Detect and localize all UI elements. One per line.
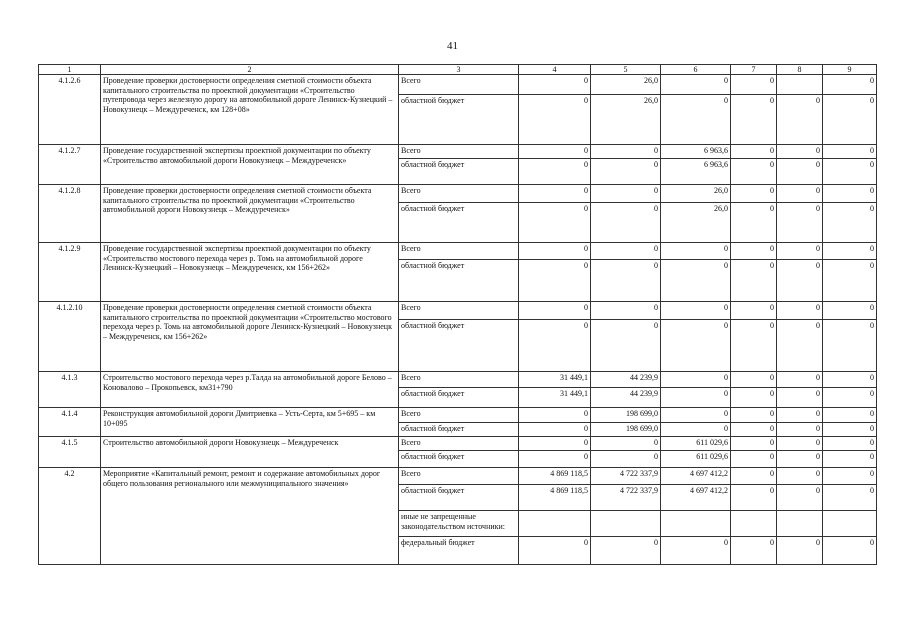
amount-cell: 0: [777, 95, 823, 145]
funding-source: Всего: [399, 468, 519, 485]
column-number: 6: [661, 65, 731, 75]
row-code: 4.1.2.8: [39, 185, 101, 243]
funding-source: Всего: [399, 75, 519, 95]
amount-cell: [823, 511, 877, 537]
amount-cell: 26,0: [661, 185, 731, 203]
table-row: [39, 408, 877, 423]
amount-cell: 0: [661, 75, 731, 95]
amount-cell: 0: [661, 423, 731, 437]
amount-cell: 0: [731, 372, 777, 388]
column-number: 9: [823, 65, 877, 75]
page-number: 41: [447, 40, 458, 52]
table-row: [39, 243, 877, 260]
funding-source: областной бюджет: [399, 159, 519, 185]
amount-cell: 198 699,0: [591, 423, 661, 437]
amount-cell: 0: [591, 145, 661, 159]
amount-cell: 0: [661, 302, 731, 320]
amount-cell: 0: [823, 437, 877, 451]
row-code: 4.1.2.10: [39, 302, 101, 372]
amount-cell: 0: [519, 320, 591, 372]
funding-source: Всего: [399, 185, 519, 203]
amount-cell: 0: [519, 260, 591, 302]
amount-cell: 0: [519, 423, 591, 437]
amount-cell: 611 029,6: [661, 437, 731, 451]
amount-cell: 4 869 118,5: [519, 468, 591, 485]
amount-cell: 0: [777, 159, 823, 185]
funding-source: областной бюджет: [399, 451, 519, 468]
row-description: Мероприятие «Капитальный ремонт, ремонт и содержание автомобильных дорог общего пользования регионального или межмуниципального значения»: [101, 468, 399, 565]
funding-source: Всего: [399, 302, 519, 320]
table-row: [39, 75, 877, 95]
amount-cell: 0: [591, 159, 661, 185]
amount-cell: 0: [591, 302, 661, 320]
row-description: Проведение проверки достоверности определения сметной стоимости объекта капитального строительства по проектной документации «Строительство автомобильной дороги Новокузнецк – Междуреченск»: [101, 185, 399, 243]
column-number-row: [39, 65, 877, 75]
table-row: [39, 372, 877, 388]
amount-cell: 0: [777, 372, 823, 388]
table-row: [39, 468, 877, 485]
amount-cell: 0: [823, 451, 877, 468]
amount-cell: 0: [731, 537, 777, 565]
amount-cell: 0: [519, 95, 591, 145]
amount-cell: 0: [519, 537, 591, 565]
amount-cell: 0: [731, 388, 777, 408]
amount-cell: 0: [777, 302, 823, 320]
amount-cell: 0: [661, 537, 731, 565]
amount-cell: 0: [731, 485, 777, 511]
amount-cell: 0: [777, 485, 823, 511]
amount-cell: 26,0: [591, 95, 661, 145]
funding-source: областной бюджет: [399, 320, 519, 372]
amount-cell: 0: [519, 437, 591, 451]
amount-cell: 0: [777, 537, 823, 565]
amount-cell: 0: [731, 260, 777, 302]
column-number: 7: [731, 65, 777, 75]
amount-cell: 4 697 412,2: [661, 468, 731, 485]
amount-cell: 0: [731, 203, 777, 243]
row-code: 4.1.4: [39, 408, 101, 437]
funding-source: областной бюджет: [399, 388, 519, 408]
amount-cell: 0: [591, 185, 661, 203]
amount-cell: 0: [661, 260, 731, 302]
amount-cell: 0: [777, 408, 823, 423]
amount-cell: [591, 511, 661, 537]
amount-cell: 0: [731, 302, 777, 320]
amount-cell: 0: [591, 243, 661, 260]
row-code: 4.2: [39, 468, 101, 565]
amount-cell: [519, 511, 591, 537]
row-description: Строительство мостового перехода через р.Талда на автомобильной дороге Белово – Коновалово – Прокопьевск, км31+790: [101, 372, 399, 408]
column-number: 3: [399, 65, 519, 75]
amount-cell: 31 449,1: [519, 388, 591, 408]
amount-cell: 0: [823, 485, 877, 511]
amount-cell: 0: [591, 260, 661, 302]
funding-source: областной бюджет: [399, 423, 519, 437]
amount-cell: 0: [519, 145, 591, 159]
amount-cell: 0: [591, 451, 661, 468]
amount-cell: 0: [823, 203, 877, 243]
amount-cell: 0: [823, 159, 877, 185]
amount-cell: 0: [519, 159, 591, 185]
amount-cell: 0: [731, 451, 777, 468]
amount-cell: 0: [777, 203, 823, 243]
amount-cell: 0: [731, 423, 777, 437]
amount-cell: 0: [731, 243, 777, 260]
amount-cell: 26,0: [661, 203, 731, 243]
amount-cell: 0: [823, 95, 877, 145]
amount-cell: 4 722 337,9: [591, 485, 661, 511]
amount-cell: 0: [519, 75, 591, 95]
amount-cell: 0: [823, 408, 877, 423]
column-number: 2: [101, 65, 399, 75]
row-code: 4.1.5: [39, 437, 101, 468]
amount-cell: 0: [519, 185, 591, 203]
amount-cell: 0: [777, 243, 823, 260]
amount-cell: 4 722 337,9: [591, 468, 661, 485]
amount-cell: 0: [823, 388, 877, 408]
funding-source: Всего: [399, 372, 519, 388]
amount-cell: 0: [777, 260, 823, 302]
amount-cell: 0: [823, 468, 877, 485]
funding-source: иные не запрещенные законодательством источники:: [399, 511, 519, 537]
amount-cell: 0: [823, 372, 877, 388]
row-code: 4.1.2.6: [39, 75, 101, 145]
amount-cell: 0: [519, 203, 591, 243]
amount-cell: 44 239,9: [591, 388, 661, 408]
amount-cell: 0: [823, 302, 877, 320]
amount-cell: 0: [823, 145, 877, 159]
amount-cell: 0: [731, 95, 777, 145]
amount-cell: 0: [823, 423, 877, 437]
amount-cell: 0: [731, 320, 777, 372]
column-number: 8: [777, 65, 823, 75]
amount-cell: 198 699,0: [591, 408, 661, 423]
amount-cell: 0: [591, 537, 661, 565]
amount-cell: 0: [661, 320, 731, 372]
amount-cell: 0: [519, 451, 591, 468]
column-number: 4: [519, 65, 591, 75]
amount-cell: 31 449,1: [519, 372, 591, 388]
amount-cell: 26,0: [591, 75, 661, 95]
budget-table: [38, 64, 877, 565]
row-code: 4.1.3: [39, 372, 101, 408]
amount-cell: 0: [731, 159, 777, 185]
amount-cell: 0: [777, 437, 823, 451]
funding-source: Всего: [399, 437, 519, 451]
amount-cell: 0: [777, 468, 823, 485]
amount-cell: [661, 511, 731, 537]
amount-cell: 0: [731, 185, 777, 203]
table-row: [39, 185, 877, 203]
amount-cell: [731, 511, 777, 537]
amount-cell: 0: [519, 243, 591, 260]
row-code: 4.1.2.9: [39, 243, 101, 302]
funding-source: областной бюджет: [399, 95, 519, 145]
amount-cell: 0: [777, 451, 823, 468]
amount-cell: 0: [777, 145, 823, 159]
funding-source: Всего: [399, 145, 519, 159]
funding-source: федеральный бюджет: [399, 537, 519, 565]
amount-cell: 0: [823, 320, 877, 372]
row-code: 4.1.2.7: [39, 145, 101, 185]
amount-cell: 0: [777, 320, 823, 372]
amount-cell: 0: [823, 243, 877, 260]
row-description: Строительство автомобильной дороги Новокузнецк – Междуреченск: [101, 437, 399, 468]
amount-cell: [777, 75, 823, 95]
amount-cell: 44 239,9: [591, 372, 661, 388]
row-description: Проведение государственной экспертизы проектной документации по объекту «Строительство автомобильной дороги Новокузнецк – Междуреченск»: [101, 145, 399, 185]
amount-cell: 0: [823, 260, 877, 302]
amount-cell: 0: [731, 468, 777, 485]
column-number: 1: [39, 65, 101, 75]
amount-cell: 4 869 118,5: [519, 485, 591, 511]
amount-cell: 0: [661, 372, 731, 388]
amount-cell: 4 697 412,2: [661, 485, 731, 511]
column-number: 5: [591, 65, 661, 75]
amount-cell: 0: [519, 408, 591, 423]
row-description: Проведение проверки достоверности определения сметной стоимости объекта капитального строительства по проектной документации «Строительство путепровода через железную дорогу на автомобильной дороге Ленинск-Кузнецкий – Новокузнецк – Междуреченск, км 128+08»: [101, 75, 399, 145]
amount-cell: 0: [661, 95, 731, 145]
amount-cell: 0: [591, 320, 661, 372]
funding-source: областной бюджет: [399, 260, 519, 302]
amount-cell: 0: [519, 302, 591, 320]
amount-cell: 0: [777, 423, 823, 437]
funding-source: областной бюджет: [399, 485, 519, 511]
row-description: Проведение государственной экспертизы проектной документации по объекту «Строительство мостового перехода через р. Томь на автомобильной дороге Ленинск-Кузнецкий – Новокузнецк – Междуреченск, км 156+262»: [101, 243, 399, 302]
amount-cell: 0: [777, 185, 823, 203]
amount-cell: 0: [823, 185, 877, 203]
row-description: Реконструкция автомобильной дороги Дмитриевка – Усть-Серта, км 5+695 – км 10+095: [101, 408, 399, 437]
amount-cell: 0: [823, 537, 877, 565]
table-row: [39, 302, 877, 320]
table-row: [39, 145, 877, 159]
amount-cell: 0: [591, 203, 661, 243]
amount-cell: [777, 511, 823, 537]
amount-cell: 0: [731, 75, 777, 95]
amount-cell: 0: [731, 408, 777, 423]
amount-cell: 0: [661, 408, 731, 423]
table-row: [39, 437, 877, 451]
amount-cell: 6 963,6: [661, 159, 731, 185]
amount-cell: 0: [777, 388, 823, 408]
amount-cell: 0: [661, 388, 731, 408]
row-description: Проведение проверки достоверности определения сметной стоимости объекта капитального строительства по проектной документации «Строительство мостового перехода через р. Томь на автомобильной дороге Ленинск-Кузнецкий – Новокузнецк – Междуреченск, км 156+262»: [101, 302, 399, 372]
funding-source: Всего: [399, 408, 519, 423]
amount-cell: 0: [731, 145, 777, 159]
amount-cell: 6 963,6: [661, 145, 731, 159]
amount-cell: 0: [591, 437, 661, 451]
amount-cell: 0: [731, 437, 777, 451]
funding-source: областной бюджет: [399, 203, 519, 243]
amount-cell: 0: [661, 243, 731, 260]
amount-cell: 0: [823, 75, 877, 95]
amount-cell: 611 029,6: [661, 451, 731, 468]
funding-source: Всего: [399, 243, 519, 260]
